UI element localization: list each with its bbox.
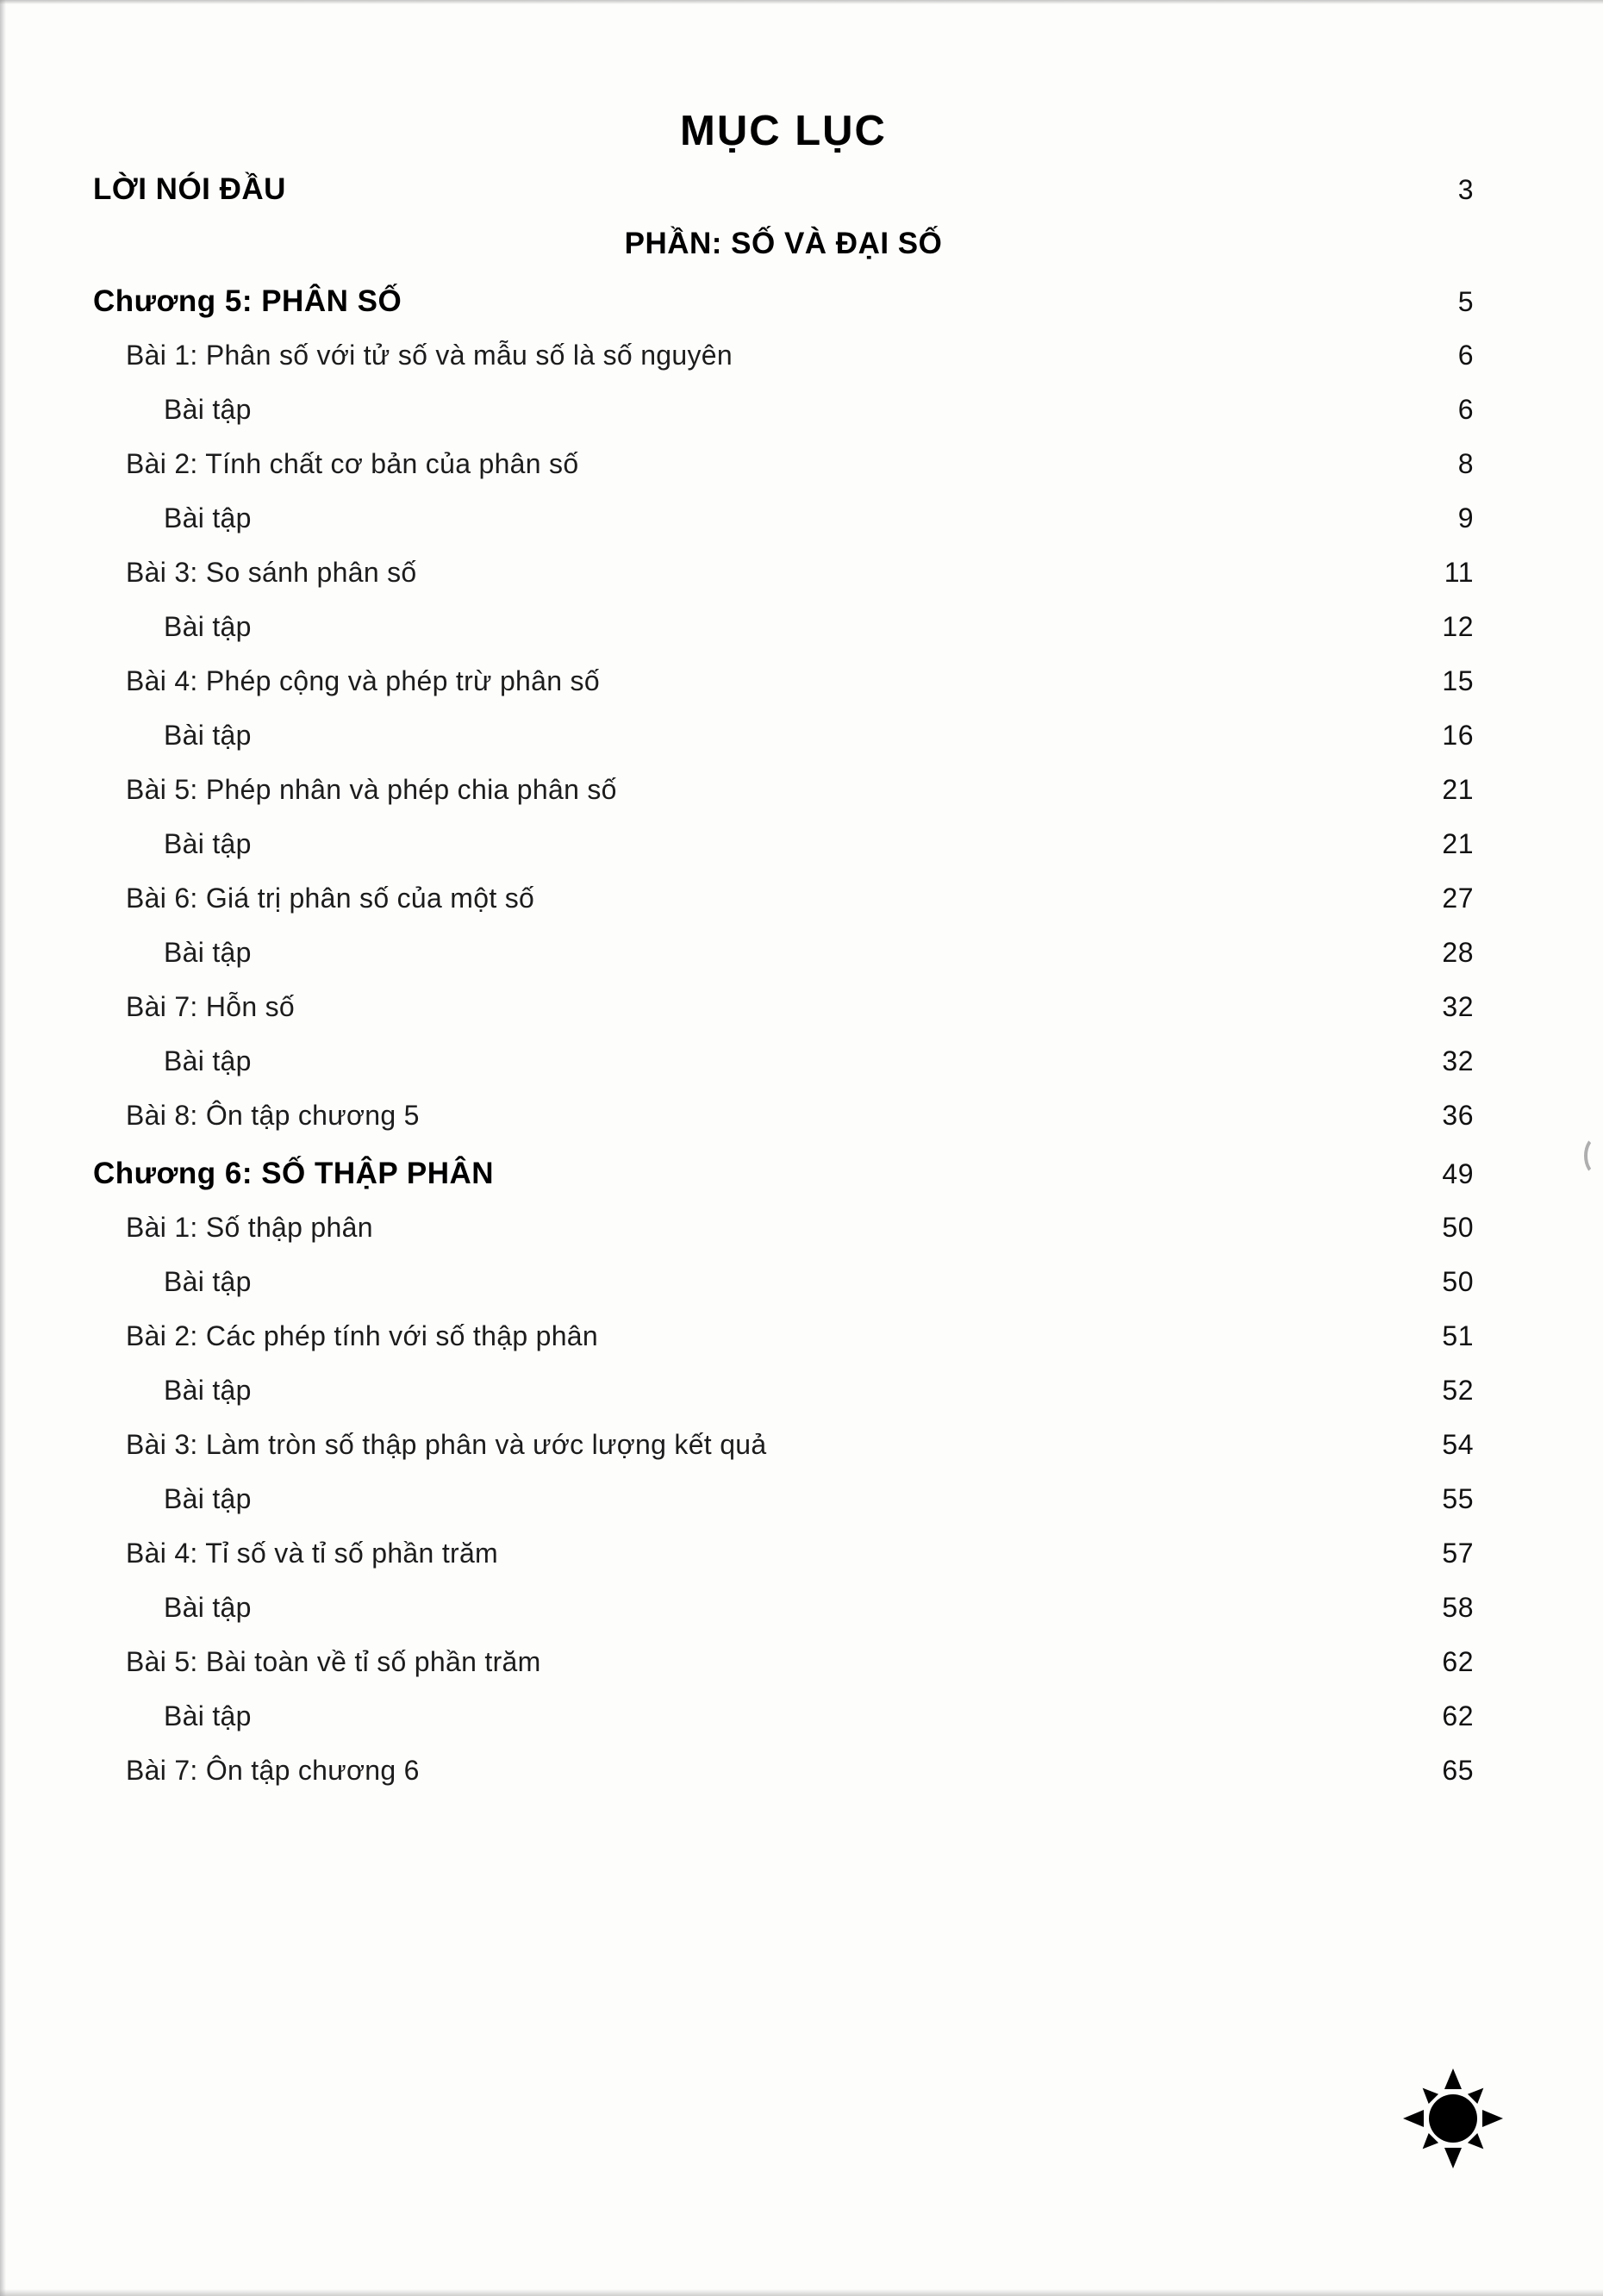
toc-entry-page-number: 49 bbox=[1442, 1158, 1474, 1189]
toc-entry-page-number: 6 bbox=[1457, 340, 1474, 371]
toc-entry-lesson bbox=[93, 1526, 1474, 1581]
toc-entry-exercise bbox=[93, 491, 1474, 546]
toc-entry-chapter bbox=[93, 274, 1474, 328]
toc-entry-label: Bài tập bbox=[164, 611, 252, 642]
toc-entry-page-number: 11 bbox=[1444, 557, 1474, 588]
toc-entry-exercise bbox=[93, 708, 1474, 763]
toc-entry-page-number: 5 bbox=[1457, 286, 1474, 317]
part-header: PHẦN: SỐ VÀ ĐẠI SỐ bbox=[624, 227, 943, 260]
toc-entry-page-number: 50 bbox=[1442, 1212, 1474, 1243]
toc-entry-page-number: 28 bbox=[1442, 937, 1474, 968]
toc-entry-page-number: 21 bbox=[1442, 828, 1474, 859]
toc-entry-label: Bài 5: Bài toàn về tỉ số phần trăm bbox=[126, 1646, 541, 1677]
toc-entry-lesson bbox=[93, 1418, 1474, 1472]
toc-entry-label: Chương 6: SỐ THẬP PHÂN bbox=[93, 1157, 495, 1190]
toc-entry-page-number: 9 bbox=[1457, 502, 1474, 533]
toc-entry-label: Bài 7: Hỗn số bbox=[126, 991, 296, 1022]
toc-entry-page-number: 32 bbox=[1442, 991, 1474, 1022]
toc-entry-page-number: 21 bbox=[1442, 774, 1474, 805]
toc-entry-exercise bbox=[93, 1689, 1474, 1744]
toc-entry-exercise bbox=[93, 817, 1474, 871]
foreword-label: LỜI NÓI ĐẦU bbox=[93, 172, 286, 206]
toc-content bbox=[93, 100, 1474, 1798]
toc-entry-lesson bbox=[93, 763, 1474, 817]
toc-entry-label: Bài tập bbox=[164, 1266, 252, 1297]
toc-entry-label: Chương 5: PHÂN SỐ bbox=[93, 284, 402, 318]
toc-entry-label: Bài 2: Tính chất cơ bản của phân số bbox=[126, 448, 579, 479]
toc-list bbox=[93, 274, 1474, 1798]
toc-entry-label: Bài 8: Ôn tập chương 5 bbox=[126, 1100, 420, 1131]
scan-artifact-top-edge bbox=[0, 0, 1603, 4]
toc-entry-exercise bbox=[93, 1472, 1474, 1526]
toc-entry-exercise bbox=[93, 600, 1474, 654]
toc-entry-page-number: 8 bbox=[1457, 448, 1474, 479]
toc-entry-label: Bài 1: Số thập phân bbox=[126, 1212, 373, 1243]
toc-entry-lesson bbox=[93, 1309, 1474, 1363]
toc-entry-label: Bài 4: Tỉ số và tỉ số phần trăm bbox=[126, 1538, 499, 1569]
toc-entry-page-number: 16 bbox=[1442, 720, 1474, 751]
toc-entry-lesson bbox=[93, 1744, 1474, 1798]
toc-entry-lesson bbox=[93, 654, 1474, 708]
toc-entry-page-number: 15 bbox=[1442, 665, 1474, 696]
sun-icon bbox=[1401, 2067, 1505, 2170]
foreword-row bbox=[93, 162, 1474, 216]
toc-entry-label: Bài tập bbox=[164, 394, 252, 425]
toc-entry-page-number: 57 bbox=[1442, 1538, 1474, 1569]
toc-entry-page-number: 52 bbox=[1442, 1375, 1474, 1406]
toc-entry-exercise bbox=[93, 1581, 1474, 1635]
toc-entry-lesson bbox=[93, 980, 1474, 1034]
scan-artifact-right-mark bbox=[1584, 1136, 1603, 1176]
scan-artifact-left-edge bbox=[0, 0, 6, 2296]
toc-entry-page-number: 50 bbox=[1442, 1266, 1474, 1297]
toc-entry-label: Bài tập bbox=[164, 937, 252, 968]
toc-entry-page-number: 51 bbox=[1442, 1320, 1474, 1351]
toc-entry-label: Bài tập bbox=[164, 502, 252, 533]
toc-entry-label: Bài tập bbox=[164, 1375, 252, 1406]
toc-entry-label: Bài tập bbox=[164, 1592, 252, 1623]
toc-entry-lesson bbox=[93, 546, 1474, 600]
toc-entry-label: Bài tập bbox=[164, 828, 252, 859]
toc-entry-label: Bài 1: Phân số với tử số và mẫu số là số nguyên bbox=[126, 340, 733, 371]
toc-entry-lesson bbox=[93, 328, 1474, 383]
toc-entry-lesson bbox=[93, 1201, 1474, 1255]
page-title: MỤC LỤC bbox=[680, 108, 887, 154]
toc-entry-exercise bbox=[93, 1034, 1474, 1089]
toc-entry-lesson bbox=[93, 1089, 1474, 1143]
toc-entry-label: Bài 3: Làm tròn số thập phân và ước lượng kết quả bbox=[126, 1429, 767, 1460]
scan-artifact-bottom-edge bbox=[0, 2289, 1603, 2296]
toc-entry-lesson bbox=[93, 871, 1474, 926]
toc-entry-exercise bbox=[93, 1255, 1474, 1309]
toc-entry-label: Bài 2: Các phép tính với số thập phân bbox=[126, 1320, 598, 1351]
foreword-page-number: 3 bbox=[1457, 174, 1474, 205]
toc-entry-chapter bbox=[93, 1146, 1474, 1201]
toc-entry-lesson bbox=[93, 437, 1474, 491]
toc-entry-lesson bbox=[93, 1635, 1474, 1689]
toc-entry-label: Bài 5: Phép nhân và phép chia phân số bbox=[126, 774, 617, 805]
toc-entry-label: Bài tập bbox=[164, 720, 252, 751]
toc-entry-page-number: 62 bbox=[1442, 1646, 1474, 1677]
toc-entry-label: Bài tập bbox=[164, 1700, 252, 1731]
toc-entry-page-number: 58 bbox=[1442, 1592, 1474, 1623]
toc-entry-label: Bài tập bbox=[164, 1045, 252, 1076]
toc-entry-label: Bài tập bbox=[164, 1483, 252, 1514]
toc-entry-label: Bài 6: Giá trị phân số của một số bbox=[126, 883, 535, 914]
toc-entry-page-number: 65 bbox=[1442, 1755, 1474, 1786]
toc-entry-page-number: 54 bbox=[1442, 1429, 1474, 1460]
toc-entry-page-number: 12 bbox=[1442, 611, 1474, 642]
toc-entry-page-number: 6 bbox=[1457, 394, 1474, 425]
toc-entry-label: Bài 4: Phép cộng và phép trừ phân số bbox=[126, 665, 600, 696]
toc-entry-exercise bbox=[93, 383, 1474, 437]
toc-entry-exercise bbox=[93, 1363, 1474, 1418]
toc-entry-label: Bài 7: Ôn tập chương 6 bbox=[126, 1755, 420, 1786]
toc-entry-page-number: 36 bbox=[1442, 1100, 1474, 1131]
toc-entry-label: Bài 3: So sánh phân số bbox=[126, 557, 417, 588]
toc-entry-page-number: 32 bbox=[1442, 1045, 1474, 1076]
toc-entry-page-number: 62 bbox=[1442, 1700, 1474, 1731]
toc-entry-page-number: 27 bbox=[1442, 883, 1474, 914]
toc-entry-page-number: 55 bbox=[1442, 1483, 1474, 1514]
toc-entry-exercise bbox=[93, 926, 1474, 980]
